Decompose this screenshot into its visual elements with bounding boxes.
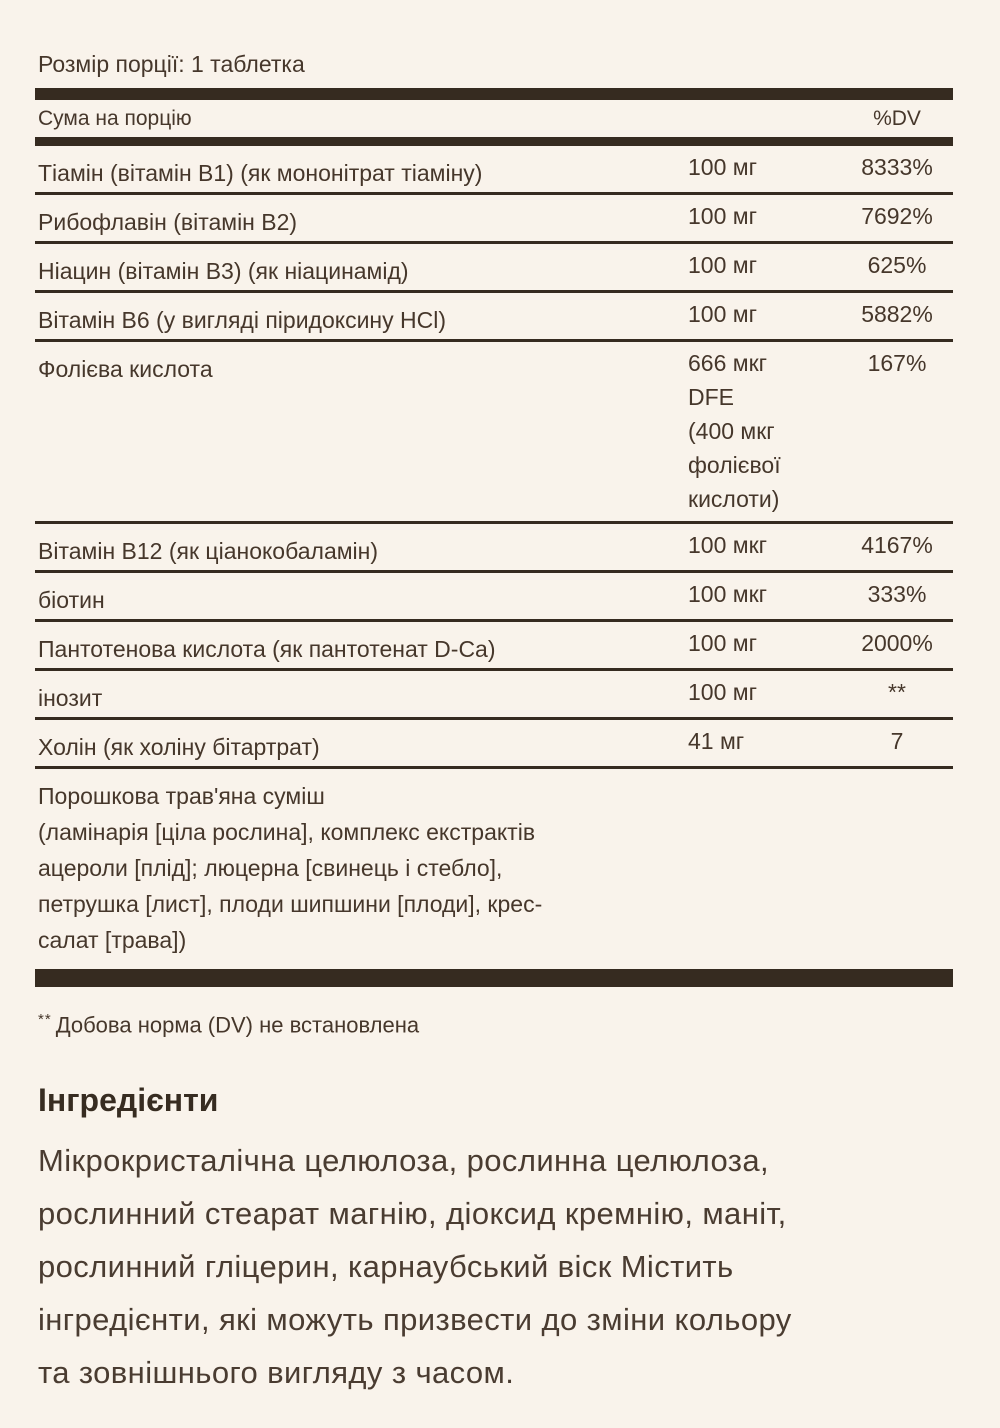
nutrient-amount: 100 мг [688,630,757,656]
dv-footnote [38,1007,953,1038]
nutrient-dv: 167% [867,350,927,376]
nutrient-amount: 100 мг [688,301,757,327]
nutrient-row-folic-acid [35,342,953,524]
nutrient-name: інозит [38,685,103,711]
amount-per-serving-label: Сума на порцію [38,107,192,130]
divider-bar-top [35,88,953,100]
nutrient-dv: 625% [867,252,927,278]
serving-size-text: Розмір порції: 1 таблетка [38,51,305,77]
nutrient-name: біотин [38,587,105,613]
nutrient-row-choline [35,720,953,769]
nutrient-name: Рибофлавін (вітамін B2) [38,209,298,235]
nutrient-dv: 8333% [861,154,933,180]
herbal-blend-row [35,769,953,969]
divider-bar-bottom [35,969,953,987]
ingredients-heading: Інгредієнти [38,1082,219,1119]
nutrient-amount: 100 мг [688,252,757,278]
nutrient-dv: ** [888,679,906,705]
nutrient-row-pantothenic-acid [35,622,953,671]
herbal-blend-name: Порошкова трав'яна суміш [38,783,325,809]
nutrient-name: Ніацин (вітамін B3) (як ніацинамід) [38,258,409,284]
table-header-row [35,100,953,137]
nutrient-amount: 100 мг [688,203,757,229]
nutrient-row-thiamin [35,146,953,195]
nutrient-row-vitamin-b12 [35,524,953,573]
nutrient-row-biotin [35,573,953,622]
nutrient-amount: 666 мкг DFE (400 мкг фолієвої кислоти) [688,350,781,512]
nutrient-amount: 41 мг [688,728,745,754]
nutrient-dv: 7 [890,728,904,754]
nutrient-dv: 333% [867,581,927,607]
nutrient-name: Пантотенова кислота (як пантотенат D-Ca) [38,636,496,662]
nutrient-row-vitamin-b6 [35,293,953,342]
nutrient-rows [35,146,953,769]
nutrient-name: Холін (як холіну бітартрат) [38,734,320,760]
nutrient-amount: 100 мг [688,679,757,705]
herbal-blend-composition: (ламінарія [ціла рослина], комплекс екстрактів ацероли [плід]; люцерна [свинець і стебло], петрушка [лист], плоди шипшини [плоди], крес-салат [трава]) [38,819,543,953]
nutrient-amount: 100 мкг [688,532,768,558]
ingredients-text: Мікрокристалічна целюлоза, рослинна целюлоза, рослинний стеарат магнію, діоксид кремнію, маніт, рослинний гліцерин, карнаубський віск Містить інгредієнти, які можуть призвести до зміни кольору та зовнішнього вигляду з часом. [38,1143,792,1391]
nutrient-row-inositol [35,671,953,720]
footnote-marker: ** [38,1011,52,1028]
nutrient-name: Фолієва кислота [38,356,213,382]
nutrient-name: Тіамін (вітамін B1) (як мононітрат тіаміну) [38,160,483,186]
nutrient-dv: 7692% [861,203,933,229]
nutrient-dv: 5882% [861,301,933,327]
supplement-facts-label [35,50,953,1399]
footnote-text: Добова норма (DV) не встановлена [55,1012,420,1038]
divider-bar-header [35,137,953,146]
nutrient-dv: 4167% [861,532,933,558]
nutrient-name: Вітамін B6 (у вигляді піридоксину HCl) [38,307,447,333]
nutrient-name: Вітамін B12 (як ціанокобаламін) [38,538,379,564]
nutrient-dv: 2000% [861,630,933,656]
nutrient-row-niacin [35,244,953,293]
percent-dv-label: %DV [873,107,921,130]
nutrient-amount: 100 мкг [688,581,768,607]
nutrient-amount: 100 мг [688,154,757,180]
nutrient-row-riboflavin [35,195,953,244]
